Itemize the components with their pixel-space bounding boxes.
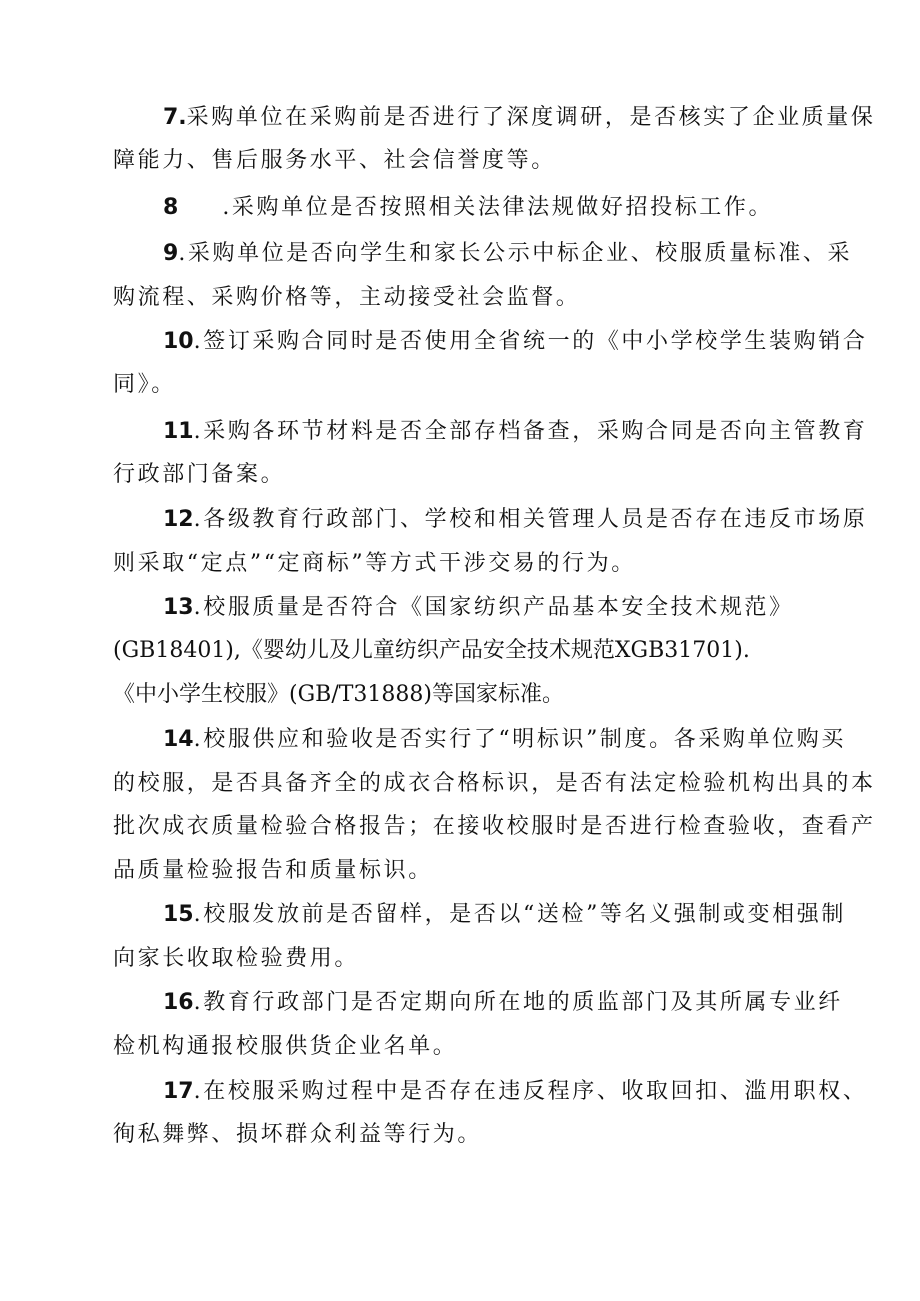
- item-number: 16: [163, 990, 194, 1015]
- item-15-line-1: 15.校服发放前是否留样，是否以“送检”等名义强制或变相强制: [163, 902, 846, 927]
- item-14-line-4: 品质量检验报告和质量标识。: [113, 858, 433, 883]
- item-number: 8: [163, 195, 179, 220]
- item-number: 14: [163, 727, 194, 752]
- item-16-line-2: 检机构通报校服供货企业名单。: [113, 1034, 458, 1059]
- item-16-line-1: 16.教育行政部门是否定期向所在地的质监部门及其所属专业纤: [163, 990, 843, 1015]
- item-15-line-2: 向家长收取检验费用。: [113, 946, 360, 971]
- item-17-line-2: 徇私舞弊、损坏群众利益等行为。: [113, 1122, 483, 1147]
- item-number: 13: [163, 595, 194, 620]
- item-number: 9: [163, 241, 179, 266]
- item-9-line-2: 购流程、采购价格等，主动接受社会监督。: [113, 285, 581, 310]
- item-10-line-1: 10.签订采购合同时是否使用全省统一的《中小学校学生装购销合: [163, 329, 868, 354]
- item-14-line-1: 14.校服供应和验收是否实行了“明标识”制度。各采购单位购买: [163, 727, 846, 752]
- item-number: 10: [163, 329, 194, 354]
- item-9-line-1: 9.采购单位是否向学生和家长公示中标企业、校服质量标准、采: [163, 241, 853, 266]
- item-number: 17: [163, 1079, 194, 1104]
- item-number: 15: [163, 902, 194, 927]
- item-7-line-1: 7.采购单位在采购前是否进行了深度调研，是否核实了企业质量保: [163, 105, 876, 130]
- item-13-line-2: (GB18401),《婴幼儿及儿童纺织产品安全技术规范XGB31701).: [113, 638, 750, 663]
- item-number: 12: [163, 507, 194, 532]
- item-10-line-2: 同》。: [113, 372, 176, 397]
- item-8-line-1: 8 .采购单位是否按照相关法律法规做好招投标工作。: [163, 195, 774, 220]
- item-7-line-2: 障能力、售后服务水平、社会信誉度等。: [113, 148, 556, 173]
- item-14-line-2: 的校服，是否具备齐全的成衣合格标识，是否有法定检验机构出具的本: [113, 771, 876, 796]
- item-12-line-1: 12.各级教育行政部门、学校和相关管理人员是否存在违反市场原: [163, 507, 868, 532]
- item-13-line-3: 《中小学生校服》(GB/T31888)等国家标准。: [113, 682, 564, 707]
- item-17-line-1: 17.在校服采购过程中是否存在违反程序、收取回扣、滥用职权、: [163, 1079, 868, 1104]
- item-11-line-2: 行政部门备案。: [113, 462, 286, 487]
- item-number: 7.: [163, 105, 187, 130]
- item-13-line-1: 13.校服质量是否符合《国家纺织产品基本安全技术规范》: [163, 595, 794, 620]
- item-number: 11: [163, 419, 194, 444]
- item-14-line-3: 批次成衣质量检验合格报告；在接收校服时是否进行检查验收，查看产: [113, 814, 876, 839]
- item-11-line-1: 11.采购各环节材料是否全部存档备查，采购合同是否向主管教育: [163, 419, 868, 444]
- item-12-line-2: 则采取“定点”“定商标”等方式干涉交易的行为。: [113, 551, 636, 576]
